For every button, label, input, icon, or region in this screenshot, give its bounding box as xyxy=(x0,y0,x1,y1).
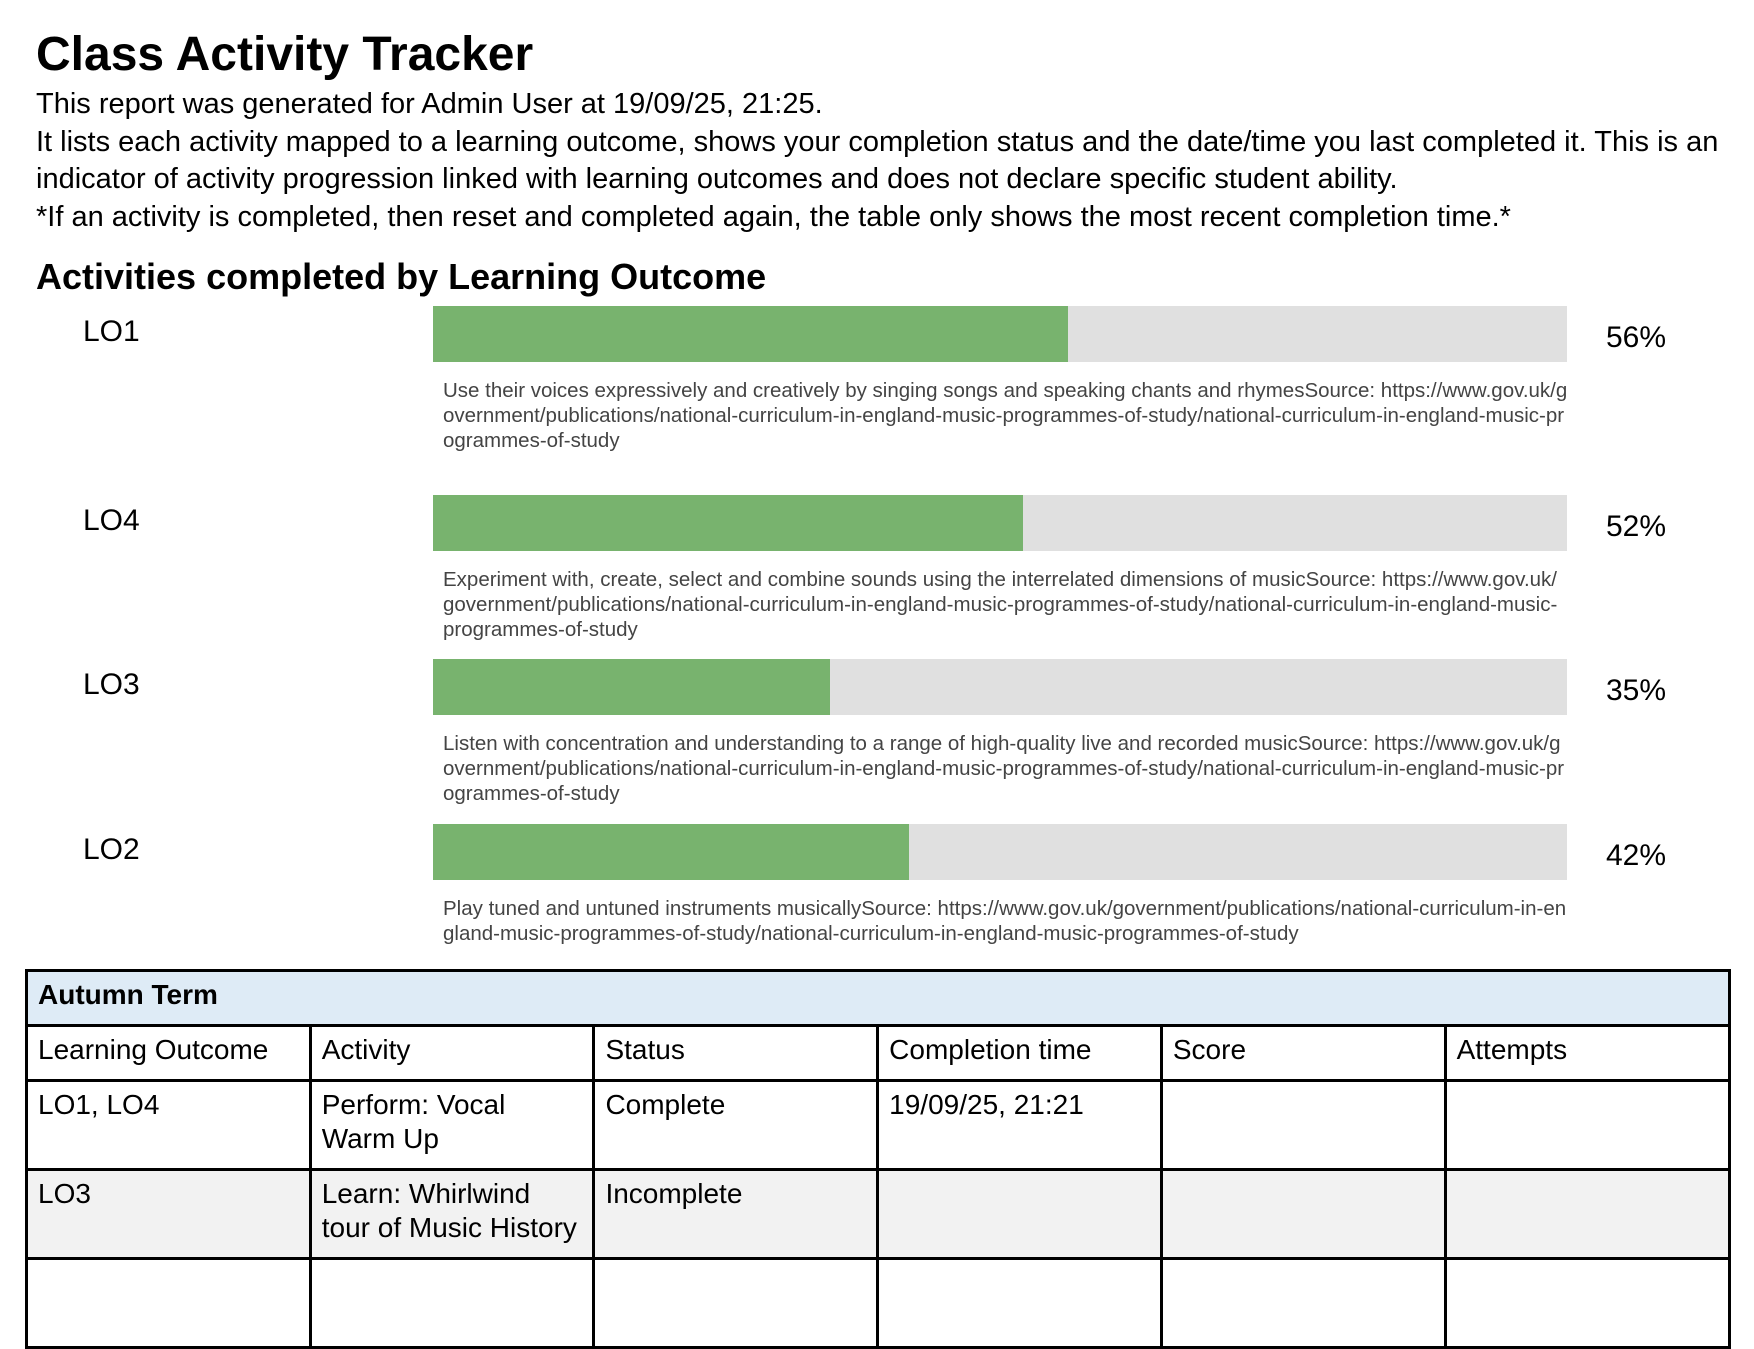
column-header: Attempts xyxy=(1445,1026,1729,1081)
page-title: Class Activity Tracker xyxy=(36,28,534,81)
table-cell: LO1, LO4 xyxy=(27,1081,311,1170)
table-cell: 19/09/25, 21:21 xyxy=(878,1081,1162,1170)
table-cell xyxy=(878,1259,1162,1348)
table-cell xyxy=(1445,1170,1729,1259)
progress-bar-fill xyxy=(433,306,1068,362)
column-header: Activity xyxy=(310,1026,594,1081)
report-note: *If an activity is completed, then reset and completed again, the table only shows the most recent completion time.* xyxy=(36,200,1511,233)
table-cell xyxy=(1161,1081,1445,1170)
outcome-description: Experiment with, create, select and combine sounds using the interrelated dimensions of musicSource: https://www.gov.uk/government/publications/national-curriculum-in-england-music-programmes-of-study/national-curriculum-in-england-music-programmes-of-study xyxy=(443,568,1558,641)
table-cell: Complete xyxy=(594,1081,878,1170)
outcome-label: LO2 xyxy=(83,833,140,866)
table-cell xyxy=(594,1259,878,1348)
outcome-percent: 35% xyxy=(1606,674,1667,707)
generated-line: This report was generated for Admin User at 19/09/25, 21:25. xyxy=(36,88,823,120)
table-row xyxy=(27,1081,1730,1170)
table-cell: Incomplete xyxy=(594,1170,878,1259)
outcome-description: Play tuned and untuned instruments musicallySource: https://www.gov.uk/government/publications/national-curriculum-in-england-music-programmes-of-study/national-curriculum-in-england-music-programmes-of-study xyxy=(443,897,1567,945)
progress-bar-fill xyxy=(433,824,909,880)
outcome-percent: 52% xyxy=(1606,510,1667,543)
outcome-label: LO3 xyxy=(83,668,140,701)
progress-bar-track xyxy=(433,824,1567,880)
table-cell xyxy=(310,1259,594,1348)
column-header: Completion time xyxy=(878,1026,1162,1081)
outcome-percent: 42% xyxy=(1606,839,1667,872)
term-header: Autumn Term xyxy=(27,971,1730,1026)
column-header: Score xyxy=(1161,1026,1445,1081)
table-cell xyxy=(1161,1259,1445,1348)
table-cell xyxy=(1161,1170,1445,1259)
report-intro xyxy=(36,86,1726,236)
progress-bar-fill xyxy=(433,495,1023,551)
table-cell: Learn: Whirlwind tour of Music History xyxy=(310,1170,594,1259)
activity-table xyxy=(25,969,1731,1349)
outcome-label: LO1 xyxy=(83,315,140,348)
outcome-description: Listen with concentration and understanding to a range of high-quality live and recorded musicSource: https://www.gov.uk/government/publications/national-curriculum-in-england-music-programmes-of-study/national-curriculum-in-england-music-programmes-of-study xyxy=(443,732,1565,805)
progress-bar-track xyxy=(433,306,1567,362)
outcome-label: LO4 xyxy=(83,504,140,537)
table-header-row xyxy=(27,1026,1730,1081)
progress-bar-track xyxy=(433,659,1567,715)
table-row xyxy=(27,1259,1730,1348)
column-header: Learning Outcome xyxy=(27,1026,311,1081)
outcome-percent: 56% xyxy=(1606,321,1667,354)
outcome-description: Use their voices expressively and creatively by singing songs and speaking chants and rhymesSource: https://www.gov.uk/government/publications/national-curriculum-in-england-music-programmes-of-study/national-curriculum-in-england-music-programmes-of-study xyxy=(443,379,1568,452)
progress-bar-track xyxy=(433,495,1567,551)
progress-bar-fill xyxy=(433,659,830,715)
column-header: Status xyxy=(594,1026,878,1081)
table-row xyxy=(27,1170,1730,1259)
table-cell: LO3 xyxy=(27,1170,311,1259)
table-cell xyxy=(878,1170,1162,1259)
table-cell xyxy=(27,1259,311,1348)
table-cell xyxy=(1445,1259,1729,1348)
outcomes-heading: Activities completed by Learning Outcome xyxy=(36,256,767,297)
table-cell: Perform: Vocal Warm Up xyxy=(310,1081,594,1170)
report-description: It lists each activity mapped to a learning outcome, shows your completion status and the date/time you last completed it. This is an indicator of activity progression linked with learning outcomes and does not declare specific student ability. xyxy=(36,125,1719,195)
table-cell xyxy=(1445,1081,1729,1170)
